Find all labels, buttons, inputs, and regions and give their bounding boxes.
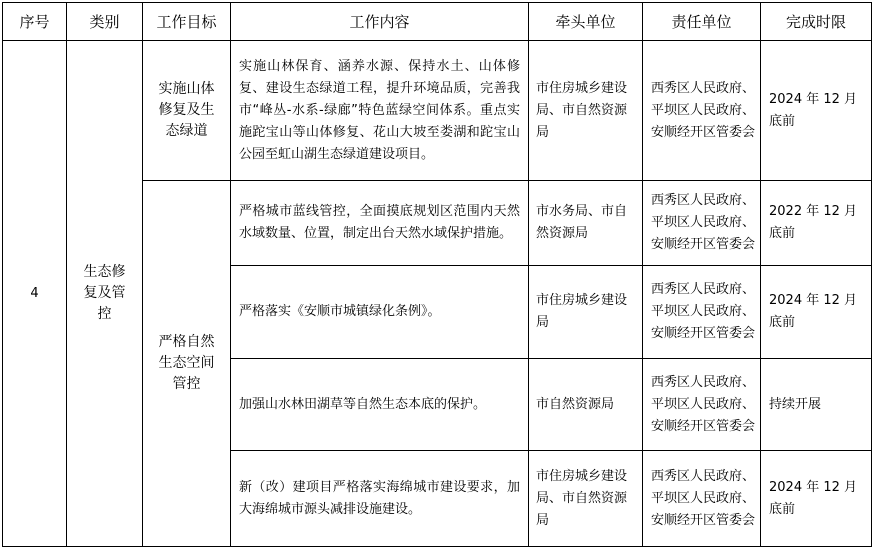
- responsible-unit-cell: 西秀区人民政府、平坝区人民政府、安顺经开区管委会: [643, 266, 761, 359]
- header-content: 工作内容: [231, 3, 529, 41]
- header-deadline: 完成时限: [761, 3, 872, 41]
- goal-cell: 严格自然生态空间管控: [143, 181, 231, 547]
- responsible-unit-cell: 西秀区人民政府、平坝区人民政府、安顺经开区管委会: [643, 359, 761, 451]
- content-cell: 严格城市蓝线管控，全面摸底规划区范围内天然水域数量、位置，制定出台天然水域保护措施。: [231, 181, 529, 266]
- deadline-cell: 2022 年 12 月底前: [761, 181, 872, 266]
- header-responsible-unit: 责任单位: [643, 3, 761, 41]
- seq-cell: 4: [3, 41, 67, 547]
- work-table: [2, 2, 872, 547]
- header-seq: 序号: [3, 3, 67, 41]
- deadline-cell: 2024 年 12 月底前: [761, 451, 872, 547]
- deadline-cell: 2024 年 12 月底前: [761, 266, 872, 359]
- content-cell: 加强山水林田湖草等自然生态本底的保护。: [231, 359, 529, 451]
- content-cell: 严格落实《安顺市城镇绿化条例》。: [231, 266, 529, 359]
- lead-unit-cell: 市住房城乡建设局、市自然资源局: [529, 451, 643, 547]
- deadline-cell: 2024 年 12 月底前: [761, 41, 872, 181]
- header-category: 类别: [67, 3, 143, 41]
- header-goal: 工作目标: [143, 3, 231, 41]
- header-row: [3, 3, 872, 41]
- content-cell: 新（改）建项目严格落实海绵城市建设要求，加大海绵城市源头减排设施建设。: [231, 451, 529, 547]
- table-row: [3, 41, 872, 181]
- deadline-cell: 持续开展: [761, 359, 872, 451]
- category-cell: 生态修复及管控: [67, 41, 143, 547]
- content-cell: 实施山林保育、涵养水源、保持水土、山体修复、建设生态绿道工程，提升环境品质，完善我市“峰丛-水系-绿廊”特色蓝绿空间体系。重点实施跎宝山等山体修复、花山大坡至娄湖和跎宝山公园至虹山湖生态绿道建设项目。: [231, 41, 529, 181]
- responsible-unit-cell: 西秀区人民政府、平坝区人民政府、安顺经开区管委会: [643, 41, 761, 181]
- lead-unit-cell: 市水务局、市自然资源局: [529, 181, 643, 266]
- lead-unit-cell: 市住房城乡建设局: [529, 266, 643, 359]
- responsible-unit-cell: 西秀区人民政府、平坝区人民政府、安顺经开区管委会: [643, 181, 761, 266]
- goal-cell: 实施山体修复及生态绿道: [143, 41, 231, 181]
- responsible-unit-cell: 西秀区人民政府、平坝区人民政府、安顺经开区管委会: [643, 451, 761, 547]
- header-lead-unit: 牵头单位: [529, 3, 643, 41]
- lead-unit-cell: 市住房城乡建设局、市自然资源局: [529, 41, 643, 181]
- lead-unit-cell: 市自然资源局: [529, 359, 643, 451]
